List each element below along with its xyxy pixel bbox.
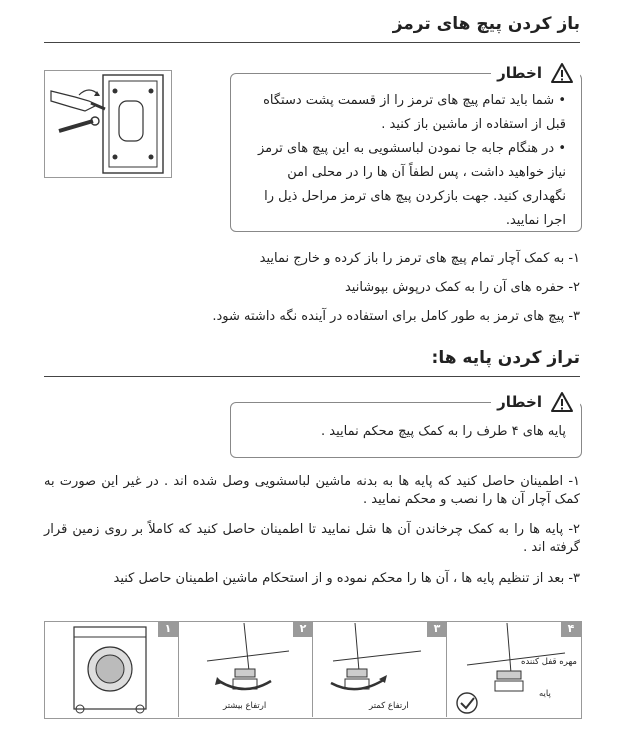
panel-number: ۳	[427, 621, 447, 637]
section-divider	[44, 376, 580, 377]
panel-number: ۲	[293, 621, 313, 637]
lock-nut-label: مهره قفل کننده	[521, 657, 577, 667]
figure-panel-3	[312, 621, 447, 717]
step-item: ۲- پایه ها را به کمک چرخاندن آن ها شل نمایید تا اطمینان حاصل کنید که کاملاً بر روی زمین قرار گرفته اند .	[44, 522, 580, 555]
warning-heading	[491, 391, 580, 413]
warning-bullet: • در هنگام جابه جا نمودن لباسشویی به این پیچ های ترمز نیاز خواهید داشت ، پس لطفاً آن ها را در محلی امن نگهداری کنید. جهت بازکردن پیچ های ترمز مراحل ذیل را اجرا نمایید.	[258, 141, 566, 228]
warning-text	[240, 89, 566, 233]
warning-triangle-icon	[550, 391, 574, 413]
lower-label: ارتفاع کمتر	[369, 701, 409, 711]
section-title-transport-bolts: باز کردن پیچ های ترمز	[392, 14, 580, 34]
step-item: ۱- به کمک آچار تمام پیچ های ترمز را باز کرده و خارج نمایید	[259, 251, 580, 266]
step-item: ۲- حفره های آن را به کمک درپوش بپوشانید	[344, 280, 580, 295]
panel-number: ۱	[158, 621, 178, 637]
warning-text: پایه های ۴ طرف را به کمک پیچ محکم نمایید .	[320, 424, 566, 439]
warning-bullet: • شما باید تمام پیچ های ترمز را از قسمت پشت دستگاه قبل از استفاده از ماشین باز کنید .	[263, 93, 566, 132]
warning-title: اخطار	[497, 64, 542, 82]
figure-panel-4	[446, 621, 581, 717]
warning-heading	[491, 62, 580, 84]
raise-label: ارتفاع بیشتر	[223, 701, 267, 711]
foot-label: پایه	[539, 689, 551, 699]
warning-triangle-icon	[550, 62, 574, 84]
step-item: ۳- پیچ های ترمز به طور کامل برای استفاده در آینده نگه داشته شود.	[212, 309, 580, 324]
panel-number: ۴	[561, 621, 581, 637]
figure-panel-1	[44, 621, 178, 717]
section-divider	[44, 42, 580, 43]
figure-panel-2	[178, 621, 313, 717]
section-title-leveling: تراز کردن پایه ها:	[431, 348, 580, 368]
warning-title: اخطار	[497, 393, 542, 411]
step-item: ۳- بعد از تنظیم پایه ها ، آن ها را محکم نموده و از استحکام ماشین اطمینان حاصل کنید	[113, 571, 580, 586]
step-item: ۱- اطمینان حاصل کنید که پایه ها به بدنه ماشین لباسشویی وصل شده اند . در غیر این صورت به کمک آچار آن ها را نصب و محکم نمایید .	[44, 474, 580, 507]
bolt-removal-illustration	[44, 70, 172, 178]
